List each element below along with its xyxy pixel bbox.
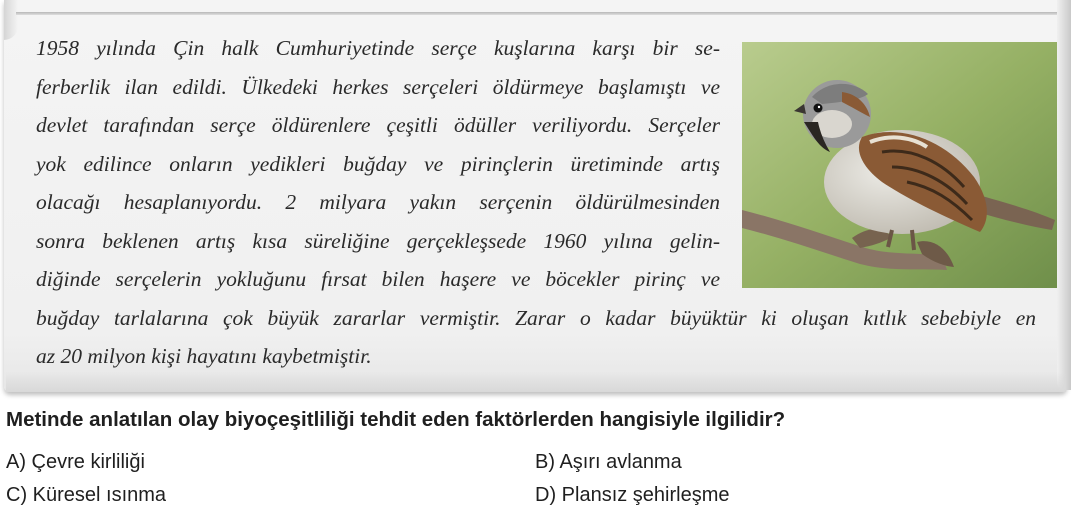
passage-line: olacağı hesaplanıyordu. 2 milyara yakın serçenin öldürülmesinden (36, 190, 720, 214)
option-c[interactable]: C) Küresel ısınma (6, 484, 167, 506)
sparrow-photo (742, 42, 1057, 288)
passage-line: ferberlik ilan edildi. Ülkedeki herkes serçeleri öldürmeye başlamıştı ve (36, 74, 720, 99)
option-d[interactable]: D) Plansız şehirleşme (535, 484, 730, 506)
question-text: Metinde anlatılan olay biyoçeşitliliği tehdit eden faktörlerden hangisiyle ilgilidir? (6, 408, 786, 431)
passage-line: 1958 yılında Çin halk Cumhuriyetinde serçe kuşlarına karşı bir se- (36, 36, 720, 60)
passage-line: az 20 milyon kişi hayatını kaybetmiştir. (36, 344, 372, 368)
option-a[interactable]: A) Çevre kirliliği (6, 451, 145, 473)
card-right-curl (1057, 0, 1071, 390)
passage-line: yok edilince onların yedikleri buğday ve pirinçlerin üretiminde artış (36, 151, 720, 176)
passage-line: buğday tarlalarına çok büyük zararlar vermiştir. Zarar o kadar büyüktür ki oluşan kıtlık sebebiyle en (36, 305, 1036, 330)
passage-line: sonra beklenen artış kısa süreliğine gerçekleşsede 1960 yılına gelin- (36, 228, 720, 253)
option-b[interactable]: B) Aşırı avlanma (535, 451, 682, 473)
card-top-edge (16, 12, 1066, 15)
passage-line: devlet tarafından serçe öldürenlere çeşitli ödüller veriliyordu. Serçeler (36, 113, 720, 137)
passage-line: diğinde serçelerin yokluğunu fırsat bilen haşere ve böcekler pirinç ve (36, 267, 720, 291)
card-bottom-curl (6, 372, 1066, 392)
